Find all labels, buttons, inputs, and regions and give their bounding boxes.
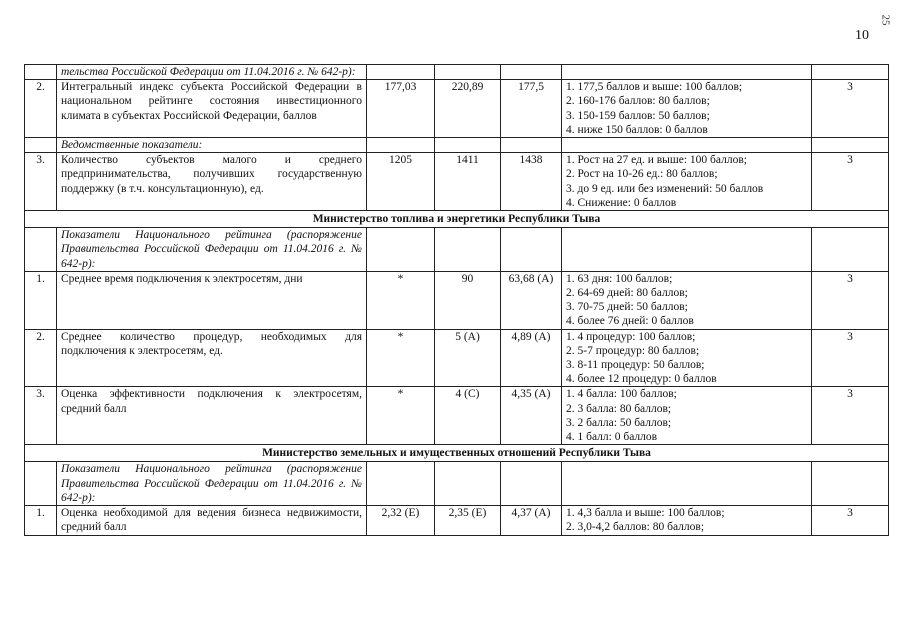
empty-cell	[562, 138, 812, 153]
value-2018: 220,89	[435, 80, 501, 138]
criteria-line: 2. 5-7 процедур: 80 баллов;	[566, 344, 700, 357]
indicator-row	[25, 506, 889, 535]
value-2017: 1205	[367, 153, 435, 211]
indicator-row	[25, 271, 889, 329]
criteria-line: 3. до 9 ед. или без изменений: 50 баллов	[566, 182, 764, 195]
row-number: 3.	[25, 153, 57, 211]
criteria-line: 2. 160-176 баллов: 80 баллов;	[566, 95, 710, 108]
criteria-line: 4. ниже 150 баллов: 0 баллов	[566, 123, 708, 136]
value-2018: 4 (С)	[435, 387, 501, 445]
criteria-line: 3. 150-159 баллов: 50 баллов;	[566, 109, 710, 122]
page-number: 10	[855, 28, 869, 43]
subheading-text: Показатели Национального рейтинга (распоряжение Правительства Российской Федерации от 11.04.2016 г. № 642-р):	[57, 462, 367, 506]
criteria-line: 3. 8-11 процедур: 50 баллов;	[566, 359, 705, 372]
criteria-line: 1. 63 дня: 100 баллов;	[566, 272, 673, 285]
empty-cell	[562, 228, 812, 272]
empty-cell	[562, 462, 812, 506]
criteria-line: 1. 4,3 балла и выше: 100 баллов;	[566, 507, 725, 520]
criteria-cell	[562, 153, 812, 211]
subheading-text: Показатели Национального рейтинга (распоряжение Правительства Российской Федерации от 11.04.2016 г. № 642-р):	[57, 228, 367, 272]
criteria-line: 2. 64-69 дней: 80 баллов;	[566, 287, 688, 300]
criteria-line: 1. 4 балла: 100 баллов;	[566, 388, 677, 401]
indicator-name: Оценка необходимой для ведения бизнеса недвижимости, средний балл	[57, 506, 367, 535]
value-2019: 1438	[501, 153, 562, 211]
empty-cell	[812, 65, 889, 80]
indicator-name: Интегральный индекс субъекта Российской Федерации в национальном рейтинге состояния инвестиционного климата в субъектах Российской Федерации, баллов	[57, 80, 367, 138]
indicator-row	[25, 387, 889, 445]
indicator-name: Количество субъектов малого и среднего предпринимательства, получивших государственную поддержку (в т.ч. консультационную), ед.	[57, 153, 367, 211]
row-number-cell	[25, 138, 57, 153]
criteria-line: 2. 3 балла: 80 баллов;	[566, 402, 672, 415]
weight-value: 3	[812, 271, 889, 329]
section-row	[25, 445, 889, 462]
criteria-cell	[562, 271, 812, 329]
empty-cell	[367, 462, 435, 506]
row-number-cell	[25, 462, 57, 506]
value-2018: 1411	[435, 153, 501, 211]
criteria-line: 4. более 76 дней: 0 баллов	[566, 315, 694, 328]
indicator-name: Среднее время подключения к электросетям, дни	[57, 271, 367, 329]
empty-cell	[812, 462, 889, 506]
row-number-cell	[25, 228, 57, 272]
weight-value: 3	[812, 80, 889, 138]
empty-cell	[812, 228, 889, 272]
row-number-cell	[25, 65, 57, 80]
value-2017: 2,32 (Е)	[367, 506, 435, 535]
criteria-line: 1. 4 процедур: 100 баллов;	[566, 330, 696, 343]
indicator-row	[25, 329, 889, 387]
criteria-line: 3. 2 балла: 50 баллов;	[566, 416, 672, 429]
empty-cell	[367, 65, 435, 80]
subheading-text: Ведомственные показатели:	[57, 138, 367, 153]
empty-cell	[501, 462, 562, 506]
value-2019: 4,35 (А)	[501, 387, 562, 445]
empty-cell	[562, 65, 812, 80]
value-2018: 90	[435, 271, 501, 329]
criteria-line: 2. 3,0-4,2 баллов: 80 баллов;	[566, 521, 705, 534]
weight-value: 3	[812, 153, 889, 211]
indicator-row	[25, 153, 889, 211]
table-body	[25, 65, 889, 536]
criteria-cell	[562, 506, 812, 535]
weight-value: 3	[812, 387, 889, 445]
corner-mark: 25	[879, 14, 892, 26]
indicators-table	[24, 64, 889, 536]
section-title: Министерство земельных и имущественных отношений Республики Тыва	[25, 445, 889, 462]
criteria-line: 3. 70-75 дней: 50 баллов;	[566, 301, 688, 314]
weight-value: 3	[812, 329, 889, 387]
criteria-line: 2. Рост на 10-26 ед.: 80 баллов;	[566, 168, 718, 181]
empty-cell	[435, 138, 501, 153]
criteria-line: 4. более 12 процедур: 0 баллов	[566, 373, 717, 386]
value-2017: 177,03	[367, 80, 435, 138]
empty-cell	[367, 228, 435, 272]
criteria-line: 4. Снижение: 0 баллов	[566, 196, 677, 209]
empty-cell	[435, 462, 501, 506]
row-number: 2.	[25, 80, 57, 138]
empty-cell	[435, 65, 501, 80]
subheading-text: тельства Российской Федерации от 11.04.2016 г. № 642-р):	[57, 65, 367, 80]
criteria-line: 4. 1 балл: 0 баллов	[566, 431, 658, 444]
indicator-name: Среднее количество процедур, необходимых для подключения к электросетям, ед.	[57, 329, 367, 387]
value-2019: 177,5	[501, 80, 562, 138]
section-title: Министерство топлива и энергетики Республики Тыва	[25, 211, 889, 228]
row-number: 1.	[25, 506, 57, 535]
row-number: 2.	[25, 329, 57, 387]
value-2018: 2,35 (Е)	[435, 506, 501, 535]
criteria-cell	[562, 387, 812, 445]
value-2017: *	[367, 387, 435, 445]
value-2019: 63,68 (А)	[501, 271, 562, 329]
value-2017: *	[367, 271, 435, 329]
subheading-row	[25, 462, 889, 506]
subheading-row	[25, 138, 889, 153]
criteria-line: 1. Рост на 27 ед. и выше: 100 баллов;	[566, 154, 747, 167]
empty-cell	[367, 138, 435, 153]
indicator-row	[25, 80, 889, 138]
row-number: 1.	[25, 271, 57, 329]
value-2018: 5 (А)	[435, 329, 501, 387]
subheading-row	[25, 228, 889, 272]
value-2019: 4,37 (А)	[501, 506, 562, 535]
empty-cell	[501, 228, 562, 272]
empty-cell	[501, 65, 562, 80]
criteria-cell	[562, 329, 812, 387]
criteria-cell	[562, 80, 812, 138]
value-2017: *	[367, 329, 435, 387]
weight-value: 3	[812, 506, 889, 535]
empty-cell	[501, 138, 562, 153]
subheading-row	[25, 65, 889, 80]
row-number: 3.	[25, 387, 57, 445]
empty-cell	[812, 138, 889, 153]
indicator-name: Оценка эффективности подключения к электросетям, средний балл	[57, 387, 367, 445]
empty-cell	[435, 228, 501, 272]
section-row	[25, 211, 889, 228]
value-2019: 4,89 (А)	[501, 329, 562, 387]
criteria-line: 1. 177,5 баллов и выше: 100 баллов;	[566, 81, 743, 94]
